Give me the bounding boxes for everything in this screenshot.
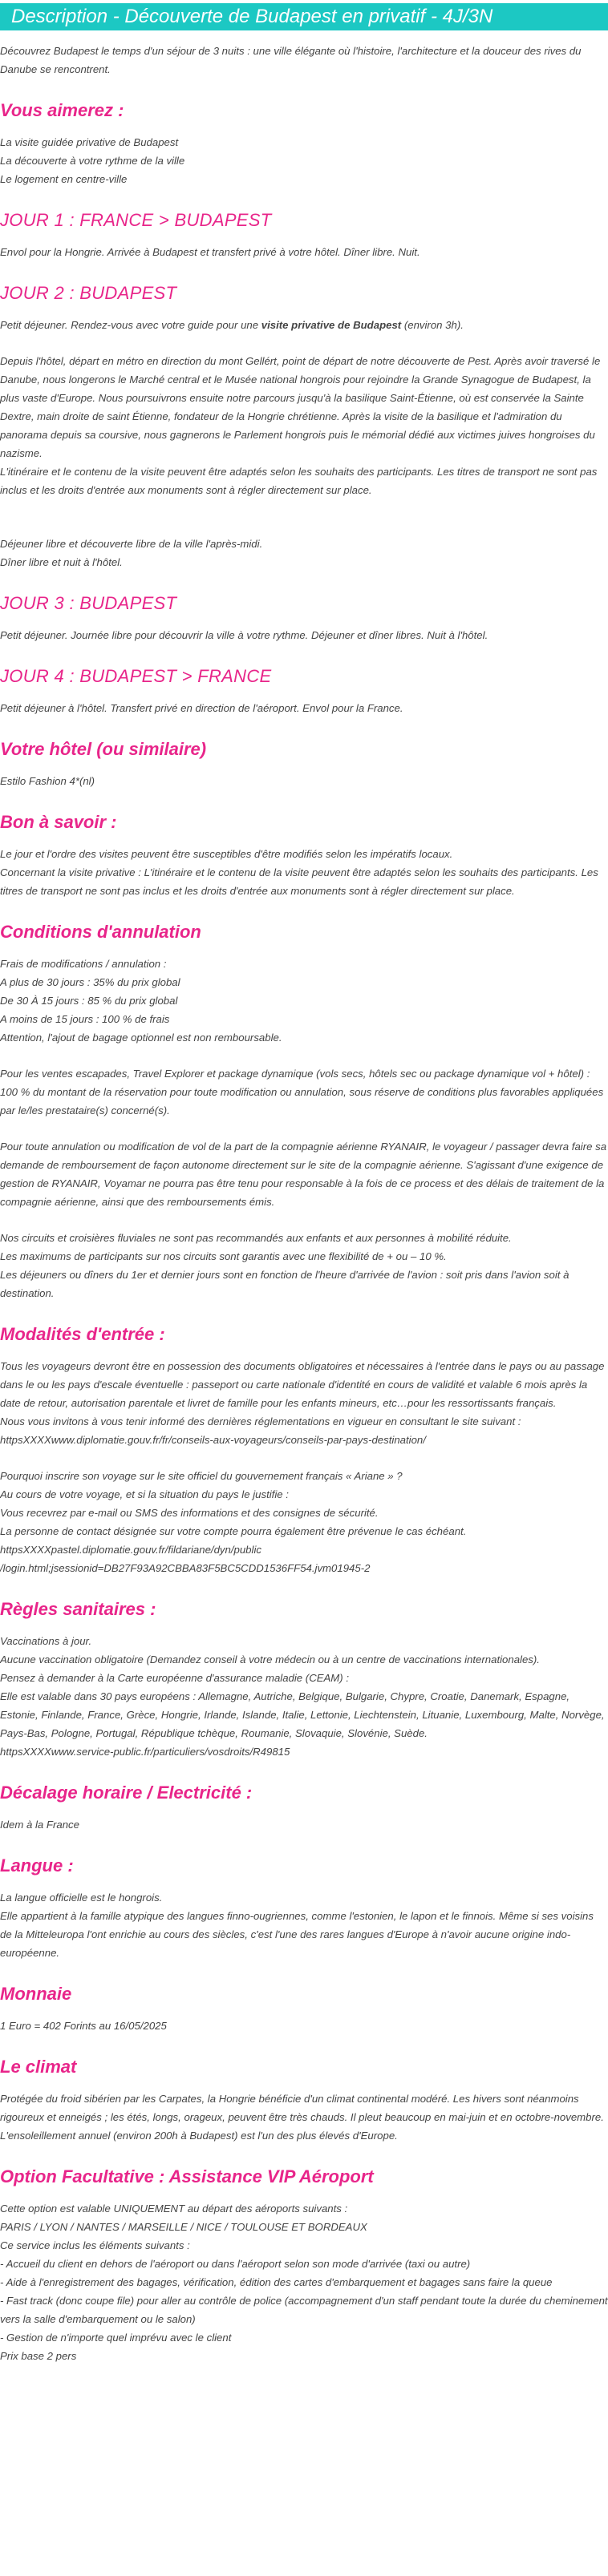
list-item: A moins de 15 jours : 100 % de frais (0, 1013, 170, 1025)
annulation-ryanair: Pour toute annulation ou modification de vol de la part de la compagnie aérienne RYANAIR, le voyageur / passager devra faire sa demande de remboursement de façon autonome directement sur le site de la compagnie aérienne. S'agissant d'une exigence de gestion de RYANAIR, Voyamar ne pourra pas être tenu pour responsable à la fois de ce process et des délais de traitement de la compagnie aérienne, ainsi que des remboursements émis. (0, 1141, 607, 1208)
jour1-text: Envol pour la Hongrie. Arrivée à Budapest et transfert privé à votre hôtel. Dîner libre. Nuit. (0, 246, 420, 258)
jour2-evening: Dîner libre et nuit à l'hôtel. (0, 556, 123, 568)
description-content (0, 42, 608, 2365)
sanitaires-text: Vaccinations à jour. (0, 1635, 92, 1647)
list-item: Attention, l'ajout de bagage optionnel est non remboursable. (0, 1032, 282, 1044)
entree-ariane: Pourquoi inscrire son voyage sur le site officiel du gouvernement français « Ariane » ? (0, 1470, 403, 1482)
ceam-link[interactable]: httpsXXXXwww.service-public.fr/particuliers/vosdroits/R49815 (0, 1746, 290, 1758)
langue-text: La langue officielle est le hongrois. (0, 1892, 163, 1904)
entree-documents: Tous les voyageurs devront être en possession des documents obligatoires et nécessaires à l'entrée dans le pays ou au passage dans le ou les pays d'escale éventuelle : passeport ou carte nationale d'identité en cours de validité et valable 6 mois après la date de retour, autorisation parentale et livret de famille pour les enfants mineurs, etc…pour les ressortissants français. (0, 1360, 605, 1409)
sanitaires-heading: Règles sanitaires : (0, 1599, 156, 1619)
list-item: PARIS / LYON / NANTES / MARSEILLE / NICE / TOULOUSE ET BORDEAUX (0, 2221, 367, 2233)
bon-a-savoir-text: Concernant la visite privative : L'itinéraire et le contenu de la visite peuvent être adaptés selon les souhaits des participants. Les titres de transport ne sont pas inclus et les droits d'entrée aux monuments sont à régler directement sur place. (0, 866, 598, 897)
climat-heading: Le climat (0, 2057, 77, 2077)
list-item: La visite guidée privative de Budapest (0, 136, 179, 148)
sanitaires-countries: Elle est valable dans 30 pays européens : Allemagne, Autriche, Belgique, Bulgarie, Chypre, Croatie, Danemark, Espagne, Estonie, Finlande, France, Grèce, Hongrie, Irlande, Islande, Italie, Lettonie, Liechtenstein, Lituanie, Luxembourg, Malte, Norvège, Pays-Bas, Pologne, Portugal, République tchèque, Roumanie, Slovaquie, Slovénie, Suède. (0, 1690, 605, 1739)
annulation-escapades: Pour les ventes escapades, Travel Explorer et package dynamique (vols secs, hôtels sec ou package dynamique vol + hôtel) : 100 % du montant de la réservation pour toute modification ou annulation, sous réserve de conditions plus favorables appliquées par le/les prestataire(s) concerné(s). (0, 1068, 604, 1116)
hotel-heading: Votre hôtel (ou similaire) (0, 739, 207, 759)
jour4-heading: JOUR 4 : BUDAPEST > FRANCE (0, 666, 272, 686)
jour2-afternoon: Déjeuner libre et découverte libre de la ville l'après-midi. (0, 538, 263, 550)
annulation-note: Les déjeuners ou dîners du 1er et dernier jours sont en fonction de l'heure d'arrivée de l'avion : soit pris dans l'avion soit à destination. (0, 1269, 569, 1299)
list-item: Le logement en centre-ville (0, 173, 128, 185)
vous-aimerez-list (0, 133, 608, 188)
sanitaires-text: Aucune vaccination obligatoire (Demandez conseil à votre médecin ou à un centre de vaccinations internationales). (0, 1653, 540, 1666)
decalage-text: Idem à la France (0, 1819, 79, 1831)
annulation-note: Les maximums de participants sur nos circuits sont garantis avec une flexibilité de + ou – 10 %. (0, 1250, 447, 1262)
jour2-intro: Petit déjeuner. Rendez-vous avec votre guide pour une visite privative de Budapest (environ 3h). (0, 319, 464, 331)
climat-text: Protégée du froid sibérien par les Carpates, la Hongrie bénéficie d'un climat continental modéré. Les hivers sont néanmoins rigoureux et enneigés ; les étés, longs, orageux, peuvent être très chauds. Il pleut beaucoup en mai-juin et en octobre-novembre. L'ensoleillement annuel (environ 200h à Budapest) est l'un des plus élevés d'Europe. (0, 2093, 604, 2142)
list-item: - Aide à l'enregistrement des bagages, vérification, édition des cartes d'embarquement et bagages sans faire la queue (0, 2276, 553, 2288)
monnaie-text: 1 Euro = 402 Forints au 16/05/2025 (0, 2020, 167, 2032)
jour3-text: Petit déjeuner. Journée libre pour découvrir la ville à votre rythme. Déjeuner et dîner libres. Nuit à l'hôtel. (0, 629, 488, 641)
sanitaires-text: Pensez à demander à la Carte européenne d'assurance maladie (CEAM) : (0, 1672, 350, 1684)
list-item: De 30 À 15 jours : 85 % du prix global (0, 995, 178, 1007)
description-banner: Description - Découverte de Budapest en privatif - 4J/3N (0, 3, 608, 30)
monnaie-heading: Monnaie (0, 1984, 72, 2004)
bon-a-savoir-text: Le jour et l'ordre des visites peuvent être susceptibles d'être modifiés selon les impératifs locaux. (0, 848, 453, 860)
vip-list (0, 2199, 608, 2365)
langue-text: Elle appartient à la famille atypique des langues finno-ougriennes, comme l'estonien, le lapon et le finnois. Même si ses voisins de la Mitteleuropa l'ont enrichie au cours des siècles, c'est l'une des rares langues d'Europe à n'avoir aucune origine indo-européenne. (0, 1910, 594, 1959)
intro-text: Découvrez Budapest le temps d'un séjour de 3 nuits : une ville élégante où l'histoire, l'architecture et la douceur des rives du Danube se rencontrent. (0, 45, 582, 75)
jour3-heading: JOUR 3 : BUDAPEST (0, 593, 177, 613)
list-item: A plus de 30 jours : 35% du prix global (0, 976, 180, 988)
entree-text: Au cours de votre voyage, et si la situation du pays le justifie : (0, 1488, 289, 1500)
langue-heading: Langue : (0, 1855, 74, 1875)
list-item: - Gestion de n'importe quel imprévu avec le client (0, 2332, 232, 2344)
decalage-heading: Décalage horaire / Electricité : (0, 1783, 253, 1803)
annulation-note: Nos circuits et croisières fluviales ne sont pas recommandés aux enfants et aux personnes à mobilité réduite. (0, 1232, 512, 1244)
annulation-heading: Conditions d'annulation (0, 922, 201, 942)
jour2-heading: JOUR 2 : BUDAPEST (0, 283, 177, 303)
entree-text: Vous recevrez par e-mail ou SMS des informations et des consignes de sécurité. (0, 1507, 379, 1519)
list-item: Frais de modifications / annulation : (0, 958, 167, 970)
hotel-name: Estilo Fashion 4*(nl) (0, 775, 95, 787)
entree-diplomatie-link[interactable]: Nous vous invitons à vous tenir informé des dernières réglementations en vigueur en consultant le site suivant : httpsXXXXwww.diplomatie.gouv.fr/fr/conseils-aux-voyageurs/conseils-par-pays-destination/ (0, 1415, 521, 1446)
list-item: - Accueil du client en dehors de l'aéroport ou dans l'aéroport selon son mode d'arrivée (taxi ou autre) (0, 2258, 471, 2270)
visite-privative-highlight: visite privative de Budapest (261, 319, 402, 331)
bon-a-savoir-heading: Bon à savoir : (0, 812, 117, 832)
ariane-link-session[interactable]: /login.html;jsessionid=DB27F93A92CBBA83F5BC5CDD1536FF54.jvm01945-2 (0, 1562, 371, 1574)
list-item: Cette option est valable UNIQUEMENT au départ des aéroports suivants : (0, 2203, 348, 2215)
annulation-fees-list (0, 955, 608, 1047)
jour2-description: Depuis l'hôtel, départ en métro en direction du mont Gellért, point de départ de notre découverte de Pest. Après avoir traversé le Danube, nous longerons le Marché central et le Musée national hongrois pour rejoindre la Grande Synagogue de Budapest, la plus vaste d'Europe. Nous poursuivrons ensuite notre parcours jusqu'à la basilique Saint-Étienne, où est conservée la Sainte Dextre, main droite de saint Étienne, fondateur de la Hongrie chrétienne. Après la visite de la basilique et l'admiration du panorama depuis sa coursive, nous gagnerons le Parlement hongrois puis le mémorial dédié aux victimes juives hongroises du nazisme. (0, 355, 601, 459)
jour2-note: L'itinéraire et le contenu de la visite peuvent être adaptés selon les souhaits des participants. Les titres de transport ne sont pas inclus et les droits d'entrée aux monuments sont à régler directement sur place. (0, 466, 598, 496)
jour4-text: Petit déjeuner à l'hôtel. Transfert privé en direction de l'aéroport. Envol pour la France. (0, 702, 403, 714)
list-item: La découverte à votre rythme de la ville (0, 155, 185, 167)
vip-heading: Option Facultative : Assistance VIP Aéroport (0, 2166, 374, 2186)
ariane-link[interactable]: httpsXXXXpastel.diplomatie.gouv.fr/fildariane/dyn/public (0, 1544, 261, 1556)
list-item: Ce service inclus les éléments suivants : (0, 2239, 190, 2251)
entree-heading: Modalités d'entrée : (0, 1324, 165, 1344)
vous-aimerez-heading: Vous aimerez : (0, 100, 124, 120)
list-item: - Fast track (donc coupe file) pour aller au contrôle de police (accompagnement d'un staff pendant toute la durée du cheminement vers la salle d'embarquement ou le salon) (0, 2295, 608, 2325)
list-item: Prix base 2 pers (0, 2350, 77, 2362)
entree-text: La personne de contact désignée sur votre compte pourra également être prévenue le cas échéant. (0, 1525, 467, 1537)
jour1-heading: JOUR 1 : FRANCE > BUDAPEST (0, 210, 272, 230)
